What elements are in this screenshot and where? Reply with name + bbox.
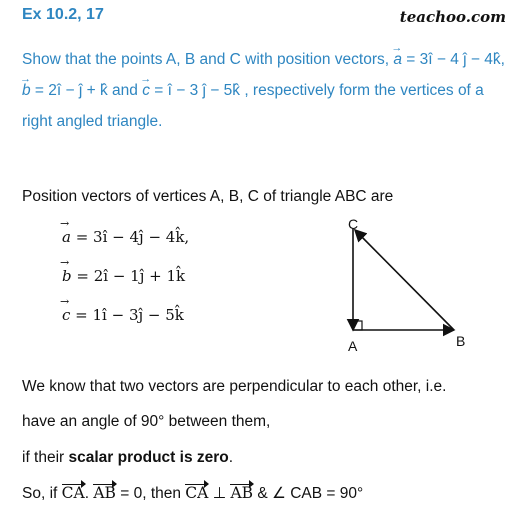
perpendicular-explanation-line2: have an angle of 90° between them,: [22, 413, 271, 430]
perpendicular-explanation-line1: We know that two vectors are perpendicular to each other, i.e.: [22, 378, 447, 395]
question-c-value: = î − 3 ĵ − 5k̂ , respectively form the vertices of a right angled triangle.: [22, 82, 484, 130]
vector-a-symbol: → a: [393, 44, 402, 75]
vector-c-rhs: = 1î − 3ĵ − 5k̂: [70, 306, 184, 324]
right-angle-mark: [353, 321, 362, 330]
vector-a-rhs: = 3î − 4ĵ − 4k̂,: [70, 228, 190, 246]
vertex-label-a: A: [348, 338, 358, 354]
vector-b-symbol: → b: [62, 267, 72, 285]
line4-equals: = 0, then: [115, 485, 186, 502]
vector-a-symbol: → a: [62, 228, 71, 246]
position-vector-a: [62, 228, 189, 246]
vector-c-symbol: → c: [142, 75, 150, 106]
vertex-label-b: B: [456, 333, 466, 349]
scalar-product-line: [22, 449, 233, 467]
side-bc: [355, 230, 454, 330]
question-text: [22, 44, 512, 137]
vector-ab-symbol: AB: [93, 484, 116, 502]
condition-line: [22, 484, 363, 503]
vector-b-symbol: → b: [22, 75, 31, 106]
position-vector-c: [62, 306, 184, 324]
brand-logo[interactable]: teachoo.com: [399, 8, 506, 26]
vector-ab-symbol: AB: [230, 484, 254, 502]
vertex-label-c: C: [348, 216, 359, 232]
line3-prefix: if their: [22, 449, 69, 466]
question-lead: Show that the points A, B and C with position vectors,: [22, 51, 394, 68]
line4-perp: ⊥: [208, 485, 231, 502]
line4-prefix: So, if: [22, 485, 62, 502]
question-b-value: = 2î − ĵ + k̂ and: [30, 82, 143, 99]
exercise-title: Ex 10.2, 17: [22, 6, 104, 23]
line4-dot: .: [84, 485, 94, 502]
vector-c-symbol: → c: [62, 306, 70, 324]
position-vector-b: [62, 267, 185, 285]
vector-b-rhs: = 2î − 1ĵ + 1k̂: [71, 267, 186, 285]
vector-ca-symbol: CA: [61, 484, 85, 502]
line3-suffix: .: [228, 449, 234, 466]
vector-ca-symbol: CA: [185, 484, 209, 502]
solution-intro: Position vectors of vertices A, B, C of triangle ABC are: [22, 188, 394, 205]
scalar-product-emphasis: scalar product is zero: [68, 449, 229, 466]
question-a-value: = 3î − 4 ĵ − 4k̂,: [401, 51, 505, 68]
line4-suffix: & ∠ CAB = 90°: [253, 485, 364, 502]
